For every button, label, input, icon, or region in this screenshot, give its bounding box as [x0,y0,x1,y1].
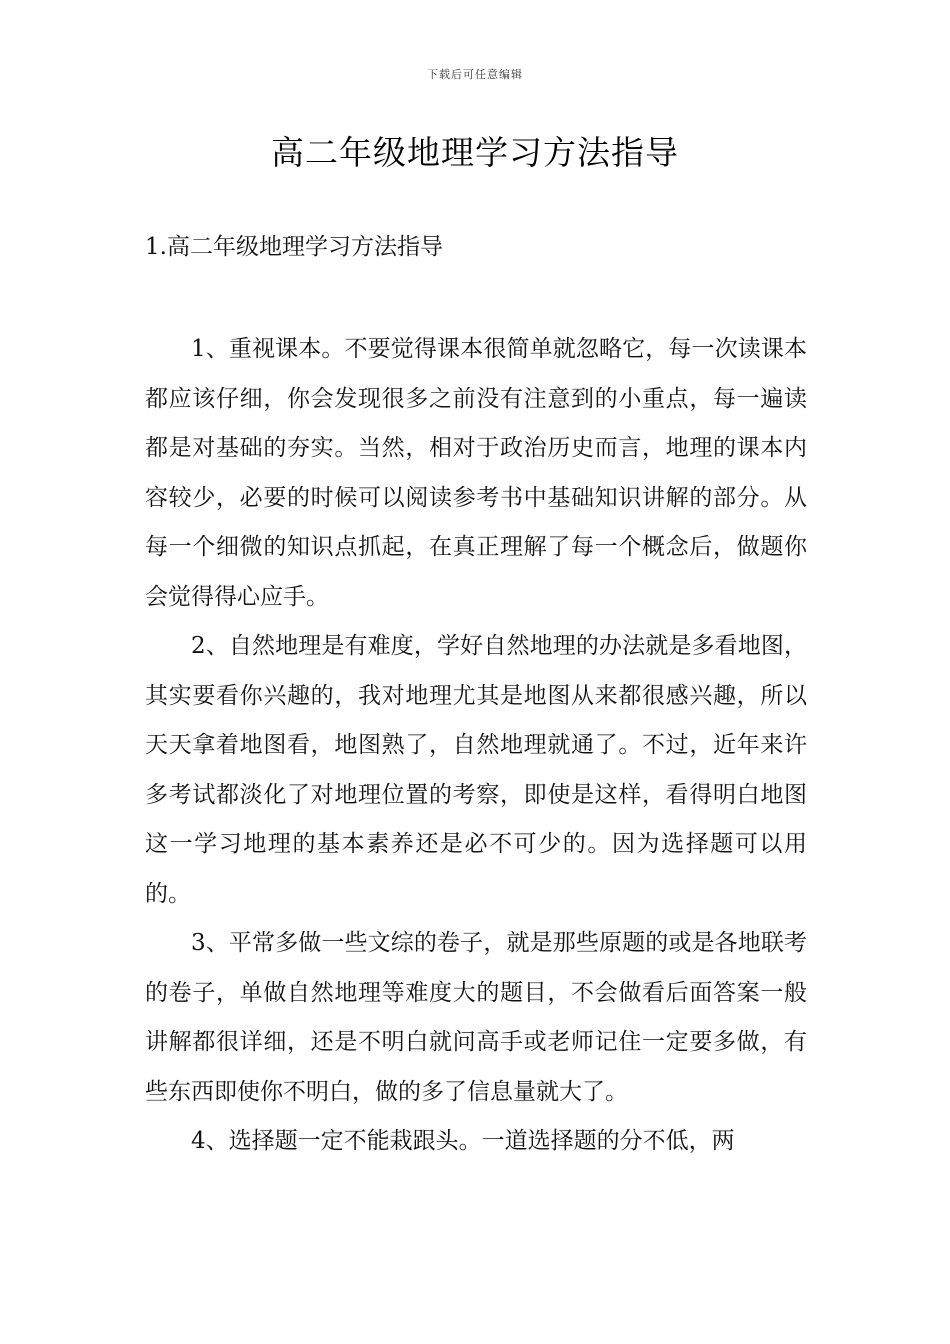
section-heading: 1.高二年级地理学习方法指导 [145,234,443,260]
paragraph-3: 3、平常多做一些文综的卷子，就是那些原题的或是各地联考的卷子，单做自然地理等难度大的题目，不会做看后面答案一般讲解都很详细，还是不明白就问高手或老师记住一定要多做，有些东西即使你不明白，做的多了信息量就大了。 [145,930,807,1105]
paragraph-4: 4、选择题一定不能栽跟头。一道选择题的分不低，两 [191,1128,735,1154]
document-body [145,325,807,1167]
paragraph-1: 1、重视课本。不要觉得课本很简单就忽略它，每一次读课本都应该仔细，你会发现很多之前没有注意到的小重点，每一遍读都是对基础的夯实。当然，相对于政治历史而言，地理的课本内容较少，必要的时候可以阅读参考书中基础知识讲解的部分。从每一个细微的知识点抓起，在真正理解了每一个概念后，做题你会觉得得心应手。 [145,336,807,610]
header-note: 下载后可任意编辑 [427,68,523,81]
paragraph-2: 2、自然地理是有难度，学好自然地理的办法就是多看地图，其实要看你兴趣的，我对地理尤其是地图从来都很感兴趣，所以天天拿着地图看，地图熟了，自然地理就通了。不过，近年来许多考试都淡化了对地理位置的考察，即使是这样，看得明白地图这一学习地理的基本素养还是必不可少的。因为选择题可以用的。 [145,633,807,907]
document-title: 高二年级地理学习方法指导 [271,133,679,172]
